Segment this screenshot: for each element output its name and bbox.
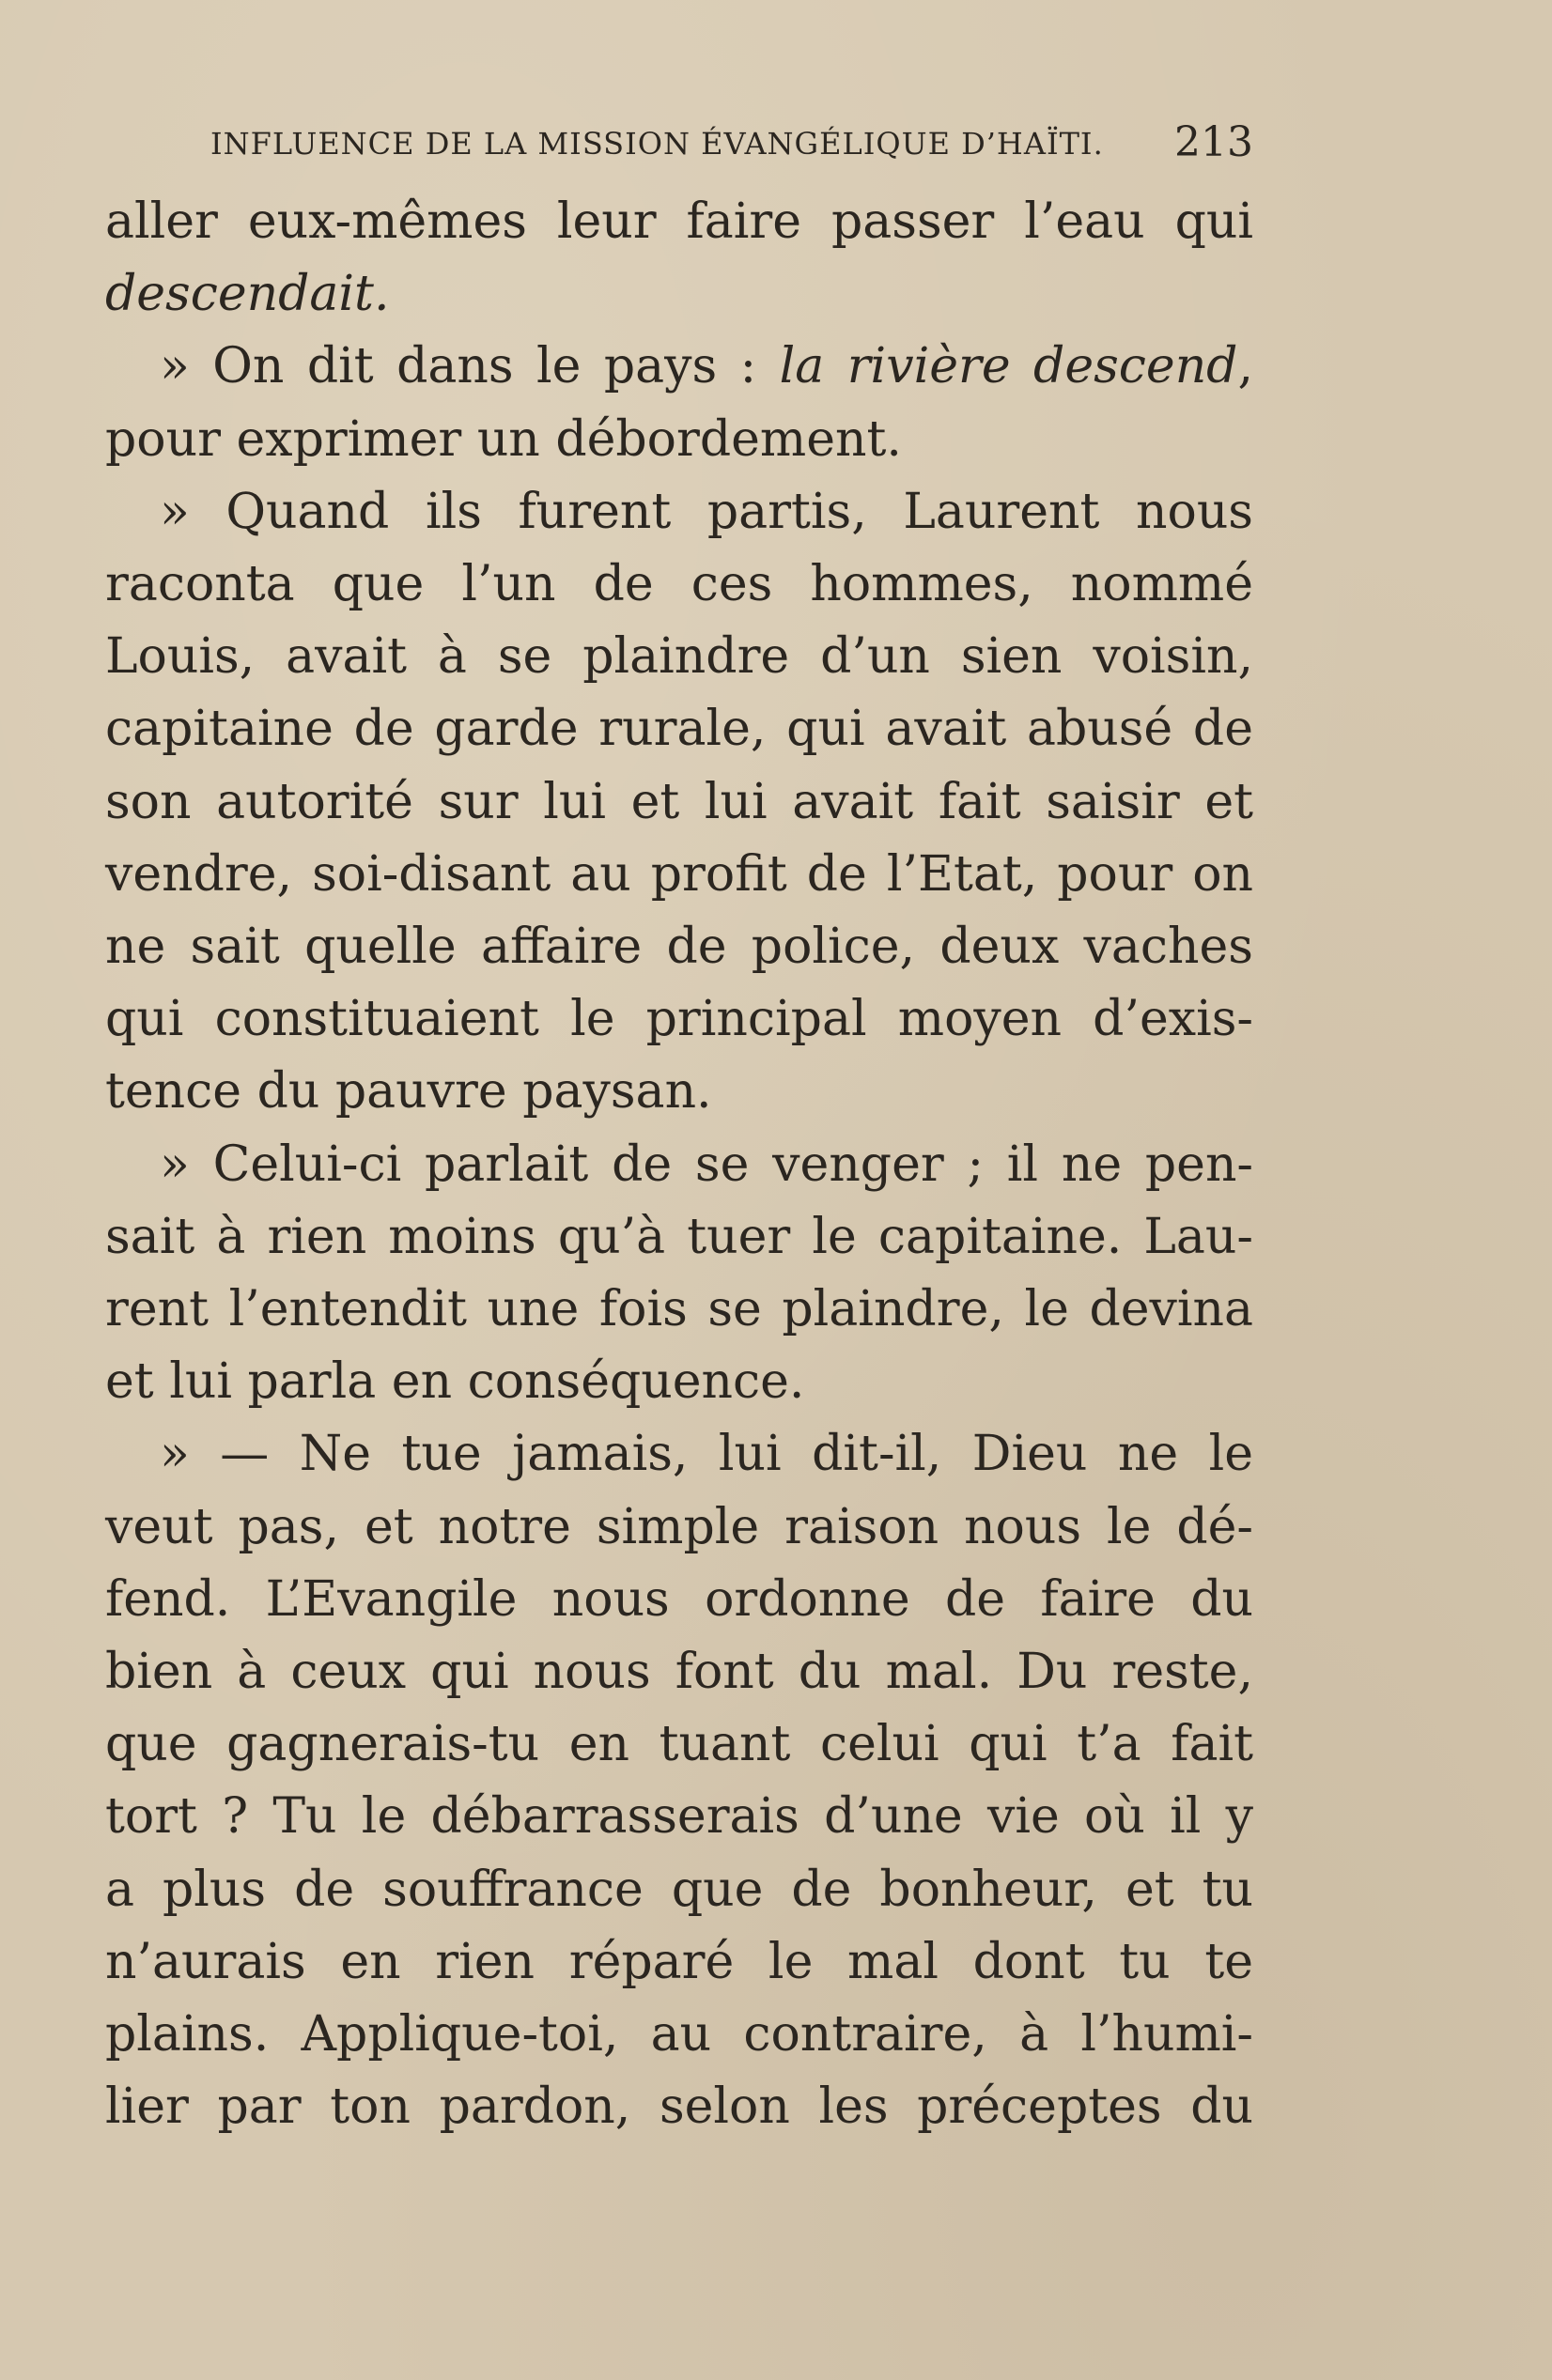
text-line-content: plains. Applique-toi, au contraire, à l’humi- <box>105 2006 1253 2063</box>
body-text <box>105 186 1253 2143</box>
text-line-content: son autorité sur lui et lui avait fait saisir et <box>105 773 1253 830</box>
text-line-content: que gagnerais-tu en tuant celui qui t’a fait <box>105 1716 1253 1773</box>
text-line <box>105 839 1253 911</box>
text-line-content: qui constituaient le principal moyen d’exis- <box>105 991 1253 1048</box>
text-line <box>105 549 1253 621</box>
text-line-content: » On dit dans le pays : <box>160 338 780 395</box>
text-line-content: » Celui-ci parlait de se venger ; il ne pen- <box>160 1136 1253 1193</box>
text-line <box>105 1636 1253 1708</box>
text-line <box>105 1418 1253 1491</box>
text-line-content: vendre, soi-disant au profit de l’Etat, pour on <box>105 845 1253 903</box>
text-line-content: a plus de souffrance que de bonheur, et tu <box>105 1861 1253 1918</box>
text-line <box>105 911 1253 983</box>
text-line-content: bien à ceux qui nous font du mal. Du reste, <box>105 1644 1253 1701</box>
text-line <box>105 1201 1253 1274</box>
text-line <box>105 766 1253 839</box>
text-line <box>105 1056 1253 1128</box>
text-line-content: sait à rien moins qu’à tuer le capitaine. Lau- <box>105 1208 1253 1265</box>
text-line <box>105 1564 1253 1636</box>
text-line <box>105 983 1253 1056</box>
text-line-content: » Quand ils furent partis, Laurent nous <box>160 483 1253 540</box>
text-line <box>105 1708 1253 1781</box>
page-number: 213 <box>1174 118 1253 166</box>
text-line <box>105 1491 1253 1564</box>
text-line <box>105 1274 1253 1346</box>
running-head <box>105 113 1253 186</box>
trailing-punctuation: , <box>1237 338 1254 395</box>
text-line-content: veut pas, et notre simple raison nous le dé- <box>105 1498 1253 1555</box>
text-line <box>105 2071 1253 2143</box>
text-line <box>105 693 1253 765</box>
text-line <box>105 1346 1253 1418</box>
text-line-content: rent l’entendit une fois se plaindre, le devina <box>105 1281 1253 1338</box>
text-line <box>105 1854 1253 1926</box>
text-line-content: » — Ne tue jamais, lui dit-il, Dieu ne le <box>160 1426 1253 1483</box>
text-line-content: pour exprimer un débordement. <box>105 410 902 468</box>
text-line <box>105 186 1253 258</box>
text-line-content: et lui parla en conséquence. <box>105 1353 805 1411</box>
text-line <box>105 1781 1253 1853</box>
text-line-content: raconta que l’un de ces hommes, nommé <box>105 556 1253 613</box>
text-line-content: n’aurais en rien réparé le mal dont tu te <box>105 1933 1253 1990</box>
text-line-content: aller eux-mêmes leur faire passer l’eau qui <box>105 193 1253 250</box>
text-line-content: ne sait quelle affaire de police, deux vaches <box>105 919 1253 976</box>
text-line <box>105 331 1253 403</box>
text-line <box>105 1999 1253 2071</box>
text-line-content: tence du pauvre paysan. <box>105 1063 712 1120</box>
text-line-content: tort ? Tu le débarrasserais d’une vie où il y <box>105 1788 1253 1846</box>
text-line <box>105 1129 1253 1201</box>
text-line-content: lier par ton pardon, selon les préceptes du <box>105 2079 1253 2136</box>
text-line <box>105 1926 1253 1999</box>
text-line <box>105 258 1253 331</box>
text-line-content: fend. L’Evangile nous ordonne de faire du <box>105 1570 1253 1628</box>
text-line <box>105 404 1253 476</box>
book-page <box>105 113 1253 2273</box>
running-title: INFLUENCE DE LA MISSION ÉVANGÉLIQUE D’HAÏTI. <box>210 126 1104 162</box>
italic-phrase: la rivière descend <box>779 338 1238 395</box>
italic-phrase: descendait. <box>105 266 390 323</box>
text-line <box>105 476 1253 549</box>
text-line-content: capitaine de garde rurale, qui avait abusé de <box>105 701 1253 758</box>
text-line-content: Louis, avait à se plaindre d’un sien voisin, <box>105 628 1253 686</box>
text-line <box>105 621 1253 693</box>
